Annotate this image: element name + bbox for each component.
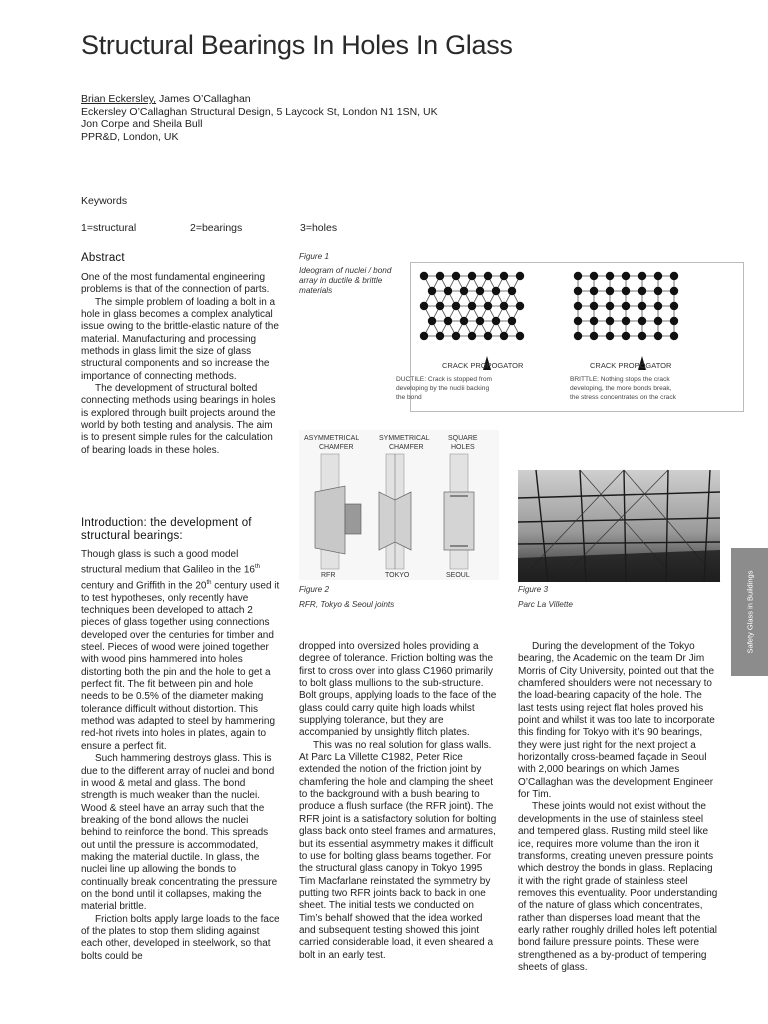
intro-paragraph: Such hammering destroys glass. This is due to the different array of nuclei and bond in wood & metal and glass. The bond strength is much weaker than the nuclei. Wood & steel have an array such that the breaking of the bond allows the nuclei behind to reinforce the bond. This spreads out until the pressure is accommodated, making the material ductile. In glass, the nuclei line up allowing the bonds to continually break concentrating the pressure on the bond until it collapses, making the material brittle. bbox=[81, 753, 278, 913]
nucleus bbox=[420, 272, 428, 280]
nucleus bbox=[492, 287, 500, 295]
ductile-text: developing by the nuclii backing bbox=[396, 385, 490, 392]
nucleus bbox=[460, 287, 468, 295]
nucleus bbox=[468, 332, 476, 340]
rfr-fitting bbox=[345, 504, 361, 534]
brittle-text: the stress concentrates on the crack bbox=[570, 394, 676, 401]
nucleus bbox=[500, 332, 508, 340]
body-paragraph: During the development of the Tokyo bearing, the Academic on the team Dr Jim Morris of City University, pointed out that the chamfered shoulders were not necessary to the load-bearing capacity of the hole. The last tests using reject flat holes proved his point and whilst it was too late to incorporate this finding for Tokyo with it’s 90 bearings, they were just right for the next project a horizontally cross-beamed façade in Seoul with 2,000 bearings on which James O’Callaghan was the development Engineer for Tim. bbox=[518, 641, 715, 801]
nucleus bbox=[654, 332, 662, 340]
nucleus bbox=[654, 287, 662, 295]
column-3-body bbox=[518, 641, 718, 974]
author-affiliation-2: PPR&D, London, UK bbox=[81, 130, 179, 143]
section-side-tab bbox=[731, 548, 768, 676]
author-line-1: Brian Eckersley, James O’Callaghan bbox=[81, 93, 251, 105]
nucleus bbox=[622, 317, 630, 325]
nucleus bbox=[468, 272, 476, 280]
nucleus bbox=[452, 272, 460, 280]
nucleus bbox=[500, 272, 508, 280]
nucleus bbox=[590, 272, 598, 280]
nucleus bbox=[622, 287, 630, 295]
figure-3-label: Figure 3 bbox=[518, 585, 549, 594]
abstract-paragraph: One of the most fundamental engineering problems is that of the connection of parts. bbox=[81, 272, 270, 296]
figure-1-label: Figure 1 bbox=[299, 252, 330, 261]
nucleus bbox=[444, 317, 452, 325]
fig2-label: CHAMFER bbox=[319, 444, 354, 451]
abstract-paragraph: The development of structural bolted connecting methods using bearings in holes is explored through built projects around the world by both testing and analysis. The aim is to present simple rules for the calculation of bearing loads in these holes. bbox=[81, 383, 276, 456]
keyword-2: 2=bearings bbox=[190, 222, 243, 234]
nucleus bbox=[420, 332, 428, 340]
nucleus bbox=[574, 302, 582, 310]
fig2-label: SQUARE bbox=[448, 435, 478, 442]
nucleus bbox=[638, 272, 646, 280]
author-line-2: Jon Corpe and Sheila Bull bbox=[81, 118, 203, 130]
nucleus bbox=[670, 272, 678, 280]
keywords-heading: Keywords bbox=[81, 195, 128, 207]
nucleus bbox=[574, 272, 582, 280]
fig2-label: CHAMFER bbox=[389, 444, 424, 451]
abstract-heading: Abstract bbox=[81, 252, 125, 264]
nucleus bbox=[590, 317, 598, 325]
fig2-label: RFR bbox=[321, 572, 336, 579]
nucleus bbox=[606, 272, 614, 280]
nucleus bbox=[492, 317, 500, 325]
intro-heading: Introduction: the development of structural bearings: bbox=[81, 517, 252, 542]
nucleus bbox=[428, 317, 436, 325]
figure-3-caption: Parc La Villette bbox=[518, 600, 573, 609]
nucleus bbox=[606, 287, 614, 295]
ductile-text: the bond bbox=[396, 394, 422, 401]
nucleus bbox=[590, 332, 598, 340]
figure-1-caption: Ideogram of nuclei / bond array in ductile & brittle materials bbox=[299, 266, 392, 295]
nucleus bbox=[606, 317, 614, 325]
author-name-link[interactable]: Brian Eckersley, bbox=[81, 93, 157, 105]
nucleus bbox=[420, 302, 428, 310]
nucleus bbox=[444, 287, 452, 295]
nucleus bbox=[574, 287, 582, 295]
nucleus bbox=[500, 302, 508, 310]
nucleus bbox=[436, 302, 444, 310]
nucleus bbox=[476, 317, 484, 325]
keyword-3: 3=holes bbox=[300, 222, 338, 234]
nucleus bbox=[516, 332, 524, 340]
rfr-bolt bbox=[315, 486, 345, 554]
nucleus bbox=[670, 332, 678, 340]
fig2-label: TOKYO bbox=[385, 572, 410, 579]
brittle-text: developing, the more bonds break, bbox=[570, 385, 672, 392]
figure-2-caption: RFR, Tokyo & Seoul joints bbox=[299, 600, 395, 609]
figure-2-diagram bbox=[299, 430, 499, 580]
nucleus bbox=[436, 332, 444, 340]
nucleus bbox=[516, 272, 524, 280]
crack-label-left: CRACK PROPOGATOR bbox=[442, 361, 524, 370]
nucleus bbox=[574, 332, 582, 340]
nucleus bbox=[508, 287, 516, 295]
nucleus bbox=[670, 302, 678, 310]
nucleus bbox=[590, 287, 598, 295]
brittle-text: BRITTLE: Nothing stops the crack bbox=[570, 376, 670, 383]
body-paragraph: This was no real solution for glass walls. At Parc La Villette C1982, Peter Rice extended the notion of the friction joint by chamfering the hole and clamping the sheet to the background with a bush bearing to produce a flush surface (the RFR joint). The RFR joint is a satisfactory solution for bolting glass back onto steel frames and armatures, but its essential asymmetry makes it difficult to use for bolting glass beams together. For the structural glass canopy in Tokyo 1995 Tim Macfarlane reinstated the symmetry by putting two RFR joints back to back in one sheet. The initial tests we conducted on Tim’s behalf showed that the idea worked and subsequent testing showed this joint carried considerable load, it even sheared a bolt in an early test. bbox=[299, 739, 497, 961]
nucleus bbox=[428, 287, 436, 295]
ductile-text: DUCTILE: Crack is stopped from bbox=[396, 376, 493, 383]
nucleus bbox=[622, 272, 630, 280]
nucleus bbox=[670, 287, 678, 295]
nucleus bbox=[460, 317, 468, 325]
nucleus bbox=[606, 302, 614, 310]
author-block bbox=[81, 93, 438, 143]
nucleus bbox=[638, 332, 646, 340]
nucleus bbox=[452, 332, 460, 340]
nucleus bbox=[638, 287, 646, 295]
nucleus bbox=[638, 302, 646, 310]
fig2-label: HOLES bbox=[451, 444, 475, 451]
intro-body bbox=[81, 549, 281, 963]
fig2-label: ASYMMETRICAL bbox=[304, 435, 360, 442]
nucleus bbox=[622, 302, 630, 310]
nucleus bbox=[654, 302, 662, 310]
seoul-bolt bbox=[444, 492, 474, 550]
nucleus bbox=[516, 302, 524, 310]
abstract-paragraph: The simple problem of loading a bolt in a hole in glass becomes a complex analytical issue owing to the brittle-elastic nature of the material. Manufacturing and processing methods in glass limit the size of glass structural components and so increase the importance of connecting methods. bbox=[81, 296, 279, 382]
body-paragraph: These joints would not exist without the developments in the use of stainless steel and tempered glass. Rusting mild steel like ice, requires more volume than the iron it transforms, creating uneven pressure points which destroy the bonds in glass. Replacing it with the right grade of stainless steel removes this eventuality. Poor understanding of the nature of glass which concentrates, rather than disperses load meant that the early rather roughly drilled holes left potential bond failure pressure points. These were strengthened as a by-product of tempering sheets of glass. bbox=[518, 801, 718, 973]
nucleus bbox=[670, 317, 678, 325]
column-2-body bbox=[299, 641, 499, 962]
nucleus bbox=[468, 302, 476, 310]
side-tab-label: Safety Glass in Buildings bbox=[745, 570, 754, 654]
abstract-body bbox=[81, 272, 281, 457]
nucleus bbox=[436, 272, 444, 280]
intro-paragraph: Friction bolts apply large loads to the face of the plates to stop them sliding against each other, developed in steelwork, so that bolts could be bbox=[81, 913, 280, 962]
figure-1-diagram bbox=[396, 262, 744, 412]
nucleus bbox=[452, 302, 460, 310]
nucleus bbox=[654, 272, 662, 280]
crack-label-right: CRACK PROPOGATOR bbox=[590, 361, 672, 370]
nucleus bbox=[476, 287, 484, 295]
nucleus bbox=[484, 332, 492, 340]
figure-3-photo bbox=[518, 470, 720, 582]
nucleus bbox=[484, 302, 492, 310]
paper-title: Structural Bearings In Holes In Glass bbox=[81, 30, 513, 60]
nucleus bbox=[590, 302, 598, 310]
fig2-label: SEOUL bbox=[446, 572, 470, 579]
nucleus bbox=[654, 317, 662, 325]
nucleus bbox=[622, 332, 630, 340]
figure-2-label: Figure 2 bbox=[299, 585, 330, 594]
intro-paragraph: Though glass is such a good model structural medium that Galileo in the 16th century and Griffith in the 20th century used it to test hypotheses, only recently have techniques been developed to attach 2 pieces of glass together using connections developed over the centuries for timber and steel. Pieces of wood were joined together with wood pins hammered into holes distorting both the pin and the hole to get a perfect fit. The fit between pin and hole needs to be 0.5% of the diameter making tolerance difficult without distortion. This method was adapted to steel by hammering red-hot rivets into holes in plates, again to ensure a perfect fit. bbox=[81, 549, 280, 752]
body-paragraph: dropped into oversized holes providing a degree of tolerance. Friction bolting was the first to cross over into glass C1960 primarily to bolt glass mullions to the sub-structure. Bolt groups, applying loads to the face of the glass could carry quite high loads whilst supplying tolerance, but they are accompanied by unsightly flitch plates. bbox=[299, 641, 497, 739]
nucleus bbox=[574, 317, 582, 325]
nucleus bbox=[484, 272, 492, 280]
fig2-label: SYMMETRICAL bbox=[379, 435, 430, 442]
nucleus bbox=[606, 332, 614, 340]
nucleus bbox=[638, 317, 646, 325]
keyword-1: 1=structural bbox=[81, 222, 137, 234]
author-affiliation-1: Eckersley O’Callaghan Structural Design, 5 Laycock St, London N1 1SN, UK bbox=[81, 105, 438, 118]
nucleus bbox=[508, 317, 516, 325]
